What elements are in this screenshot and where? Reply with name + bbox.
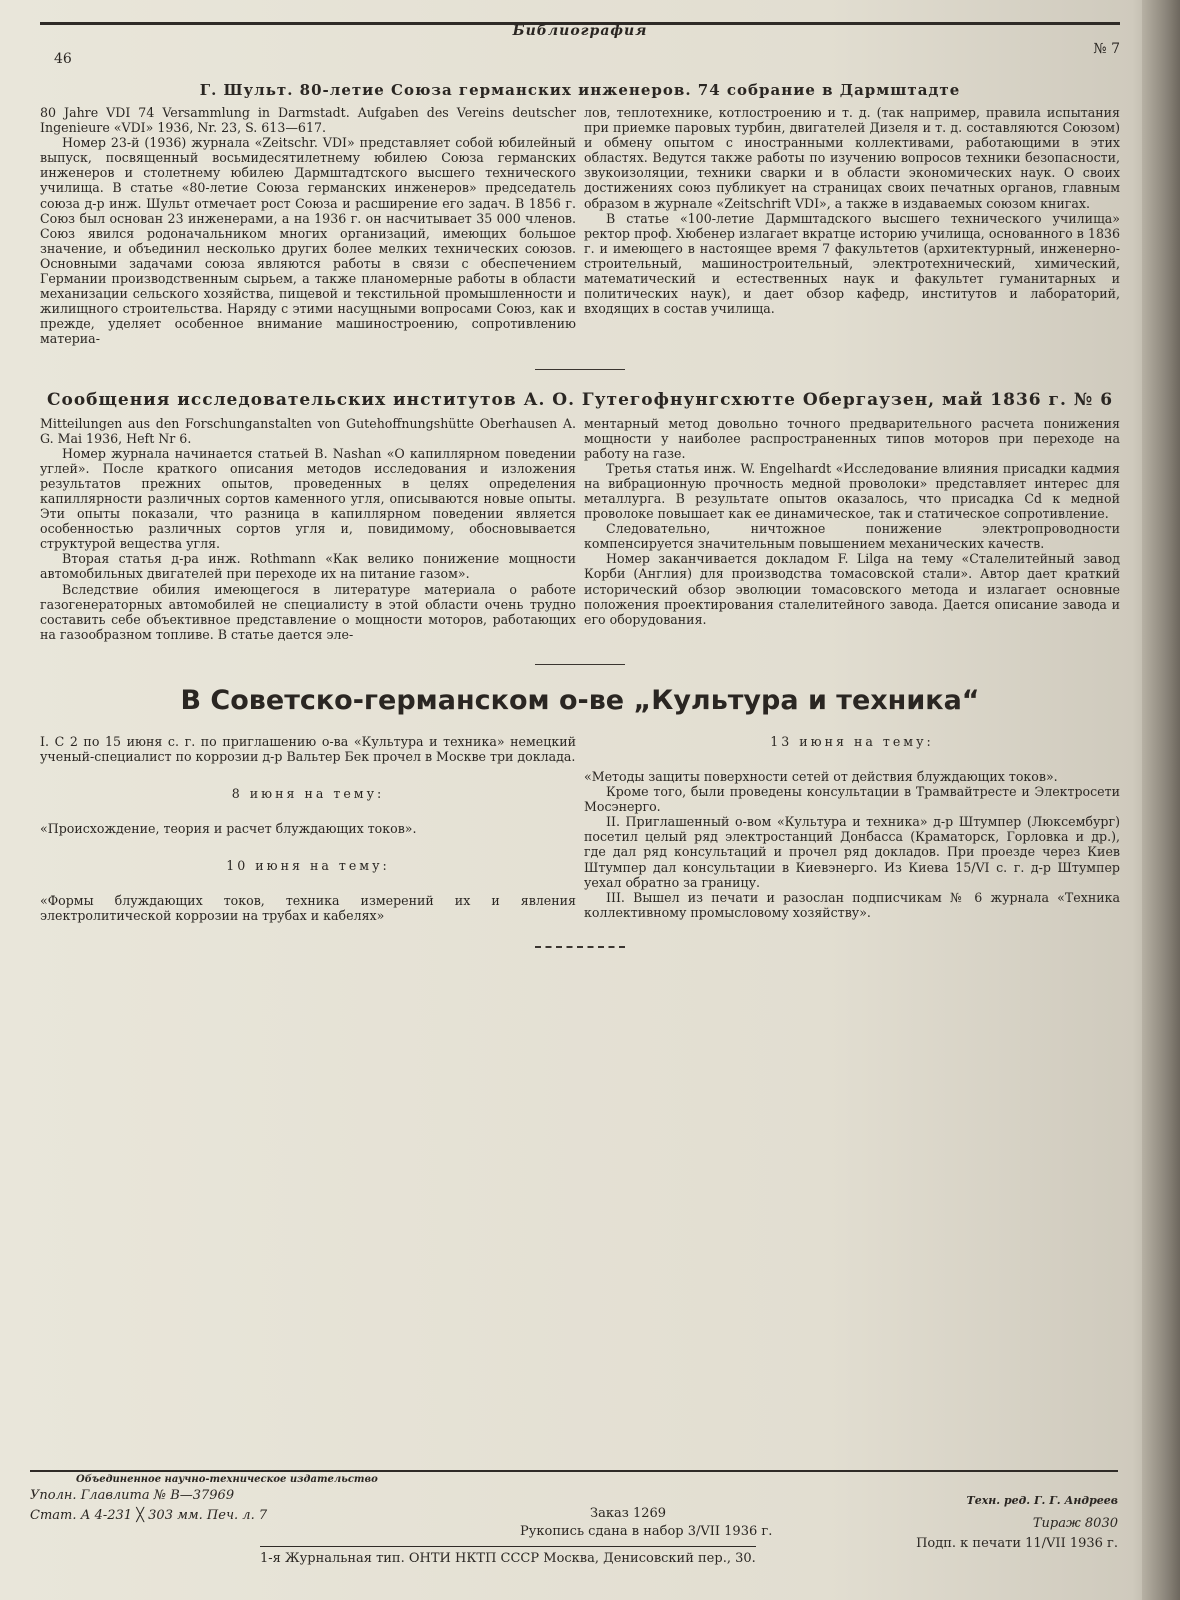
imprint-glavlit: Уполн. Главлита № В—37969 (30, 1488, 235, 1503)
society-section (40, 685, 1120, 924)
lecture-date: 8 июня на тему: (231, 786, 385, 802)
page-header (40, 22, 1120, 73)
paragraph: II. Приглашенный о-вом «Культура и техника» д-р Штумпер (Люксембург) посетил целый ряд электростанций Донбасса (Краматорск, Горловка и др.), где дал ряд консультаций и прочел ряд докладов. При проезде через Киев Штумпер дал консультации в Киевэнерго. Из Киева 15/VI с. г. д-р Штумпер уехал обратно за границу. (584, 814, 1120, 890)
imprint-format: Стат. А 4-231 ╳ 303 мм. Печ. л. 7 (30, 1508, 268, 1523)
article-title: Г. Шульт. 80-летие Союза германских инженеров. 74 собрание в Дармштадте (199, 81, 961, 99)
paragraph: I. С 2 по 15 июня с. г. по приглашению о-ва «Культура и техника» немецкий ученый-специалист по коррозии д-р Вальтер Бек прочел в Москве три доклада. (40, 733, 576, 764)
lecture-date: 10 июня на тему: (226, 858, 390, 874)
lecture-title: «Происхождение, теория и расчет блуждающих токов». (40, 821, 417, 837)
article-columns (40, 105, 1120, 347)
imprint-printer: 1-я Журнальная тип. ОНТИ НКТП СССР Москва, Денисовский пер., 30. (260, 1546, 756, 1566)
paragraph: Вследствие обилия имеющегося в литературе материала о работе газогенераторных автомобилей не специалисту в этой области очень трудно составить себе объективное представление о мощности моторов, работающих на газообразном топливе. В статье дается эле- (40, 581, 576, 642)
article-vdi (40, 81, 1120, 347)
right-column (584, 416, 1120, 642)
imprint (30, 1470, 1118, 1592)
lecture-title: «Формы блуждающих токов, техника измерений их и явления электролитической коррозии на трубах и кабелях» (40, 893, 576, 924)
left-column (40, 105, 576, 347)
right-column (584, 105, 1120, 347)
running-title: Библиография (512, 23, 648, 39)
article-ghh (40, 390, 1120, 642)
paragraph: Вторая статья д-ра инж. Rothmann «Как велико понижение мощности автомобильных двигателей при переходе их на питание газом». (40, 551, 576, 582)
lecture-title: «Методы защиты поверхности сетей от действия блуждающих токов». (584, 769, 1058, 784)
left-column (40, 416, 576, 642)
imprint-editor: Техн. ред. Г. Г. Андреев (966, 1494, 1118, 1507)
paragraph: Третья статья инж. W. Engelhardt «Исследование влияния присадки кадмия на вибрационную прочность медной проволоки» представляет интерес для металлурга. В результате опытов оказалось, что присадка Cd к медной проволоке повышает как ее динамическое, так и статическое сопротивление. (584, 460, 1120, 522)
left-column (40, 734, 576, 924)
page-number: 46 (54, 51, 72, 67)
lecture-date: 13 июня на тему: (770, 733, 934, 749)
imprint-order: Заказ 1269 (590, 1506, 667, 1521)
paragraph: лов, теплотехнике, котлостроению и т. д. (так например, правила испытания при приемке паровых турбин, двигателей Дизеля и т. д. составляются Союзом) и обмену опытом с иностранными коллективами, работающими в этих областях. Ведутся также работы по изучению вопросов техники безопасности, звукоизоляции, техники сварки и в области экономических наук. О своих достижениях союз публикует на страницах своих печатных органов, главным образом в журнале «Zeitschrift VDI», а также в издаваемых союзом книгах. (584, 105, 1120, 211)
right-column (584, 734, 1120, 924)
imprint-publisher: Объединенное научно-техническое издательство (76, 1474, 378, 1485)
divider (535, 369, 625, 370)
imprint-signed: Подп. к печати 11/VII 1936 г. (916, 1536, 1118, 1551)
article-columns (40, 416, 1120, 642)
paragraph: В статье «100-летие Дармштадского высшего технического училища» ректор проф. Хюбенер излагает вкратце историю училища, основанного в 1836 г. и имеющего в настоящее время 7 факультетов (архитектурный, инженерно-строительный, машиностроительный, электротехнический, химический, математический и естественных наук и факультет гуманитарных и политических наук), и дает обзор кафедр, институтов и лабораторий, входящих в состав училища. (584, 210, 1120, 317)
page-edge (1142, 0, 1180, 1600)
paragraph: III. Вышел из печати и разослан подписчикам № 6 журнала «Техника коллективному промысловому хозяйству». (584, 889, 1120, 920)
paragraph: ментарный метод довольно точного предварительного расчета понижения мощности у наиболее распространенных типов моторов при переходе на работу на газе. (584, 415, 1120, 461)
imprint-manuscript: Рукопись сдана в набор 3/VII 1936 г. (520, 1524, 773, 1539)
end-divider (535, 946, 625, 948)
paragraph: Номер журнала начинается статьей B. Nashan «О капиллярном поведении углей». После краткого описания методов исследования и изложения результатов прежних опытов, проведенных в целях определения капиллярности различных сортов каменного угля, описываются новые опыты. Эти опыты показали, что разница в капиллярном поведении является особенностью различных сортов угля и, повидимому, обосновывается структурой вещества угля. (40, 445, 576, 552)
section-title: В Советско-германском о-ве „Культура и техника“ (180, 684, 980, 716)
paragraph: Номер 23-й (1936) журнала «Zeitschr. VDI» представляет собой юбилейный выпуск, посвященный восьмидесятилетнему юбилею Союза германских инженеров и столетнему юбилею Дармштадтского высшего технического училища. В статье «80-летие Союза германских инженеров» председатель союза д-р инж. Шульт отмечает рост Союза и расширение его задач. В 1856 г. Союз был основан 23 инженерами, а на 1936 г. он насчитывает 35 000 членов. Союз явился родоначальником многих организаций, имеющих большое значение, и объединил несколько других более мелких технических союзов. Основными задачами союза являются работы в связи с обеспечением Германии производственным сырьем, а также планомерные работы в области механизации сельского хозяйства, пищевой и текстильной промышленности и жилищного строительства. Наряду с этими насущными вопросами Союз, как и прежде, уделяет особенное внимание машиностроению, сопротивлению материа- (40, 135, 576, 347)
paragraph: Mitteilungen aus den Forschunganstalten von Gutehoffnungshütte Oberhausen A. G. Mai 1936, Heft Nr 6. (40, 415, 576, 446)
paragraph: Номер заканчивается докладом F. Lilga на тему «Сталелитейный завод Корби (Англия) для производства томасовской стали». Автор дает краткий исторический обзор эволюции томасовского метода и излагает основные положения проектирования сталелитейного завода. Дается описание завода и его оборудования. (584, 551, 1120, 627)
paragraph: Следовательно, ничтожное понижение электропроводности компенсируется значительным повышением механических качеств. (584, 521, 1120, 552)
article-title: Сообщения исследовательских институтов А. О. Гутегофнунгсхютте Обергаузен, май 1836 г. № 6 (46, 389, 1114, 410)
section-columns (40, 734, 1120, 924)
imprint-print-run: Тираж 8030 (1032, 1516, 1118, 1531)
paragraph: 80 Jahre VDI 74 Versammlung in Darmstadt. Aufgaben des Vereins deutscher Ingenieure «VDI» 1936, Nr. 23, S. 613—617. (40, 105, 576, 136)
issue-number: № 7 (1093, 41, 1120, 57)
divider (535, 664, 625, 665)
paragraph: Кроме того, были проведены консультации в Трамвайтресте и Электросети Мосэнерго. (584, 784, 1120, 815)
